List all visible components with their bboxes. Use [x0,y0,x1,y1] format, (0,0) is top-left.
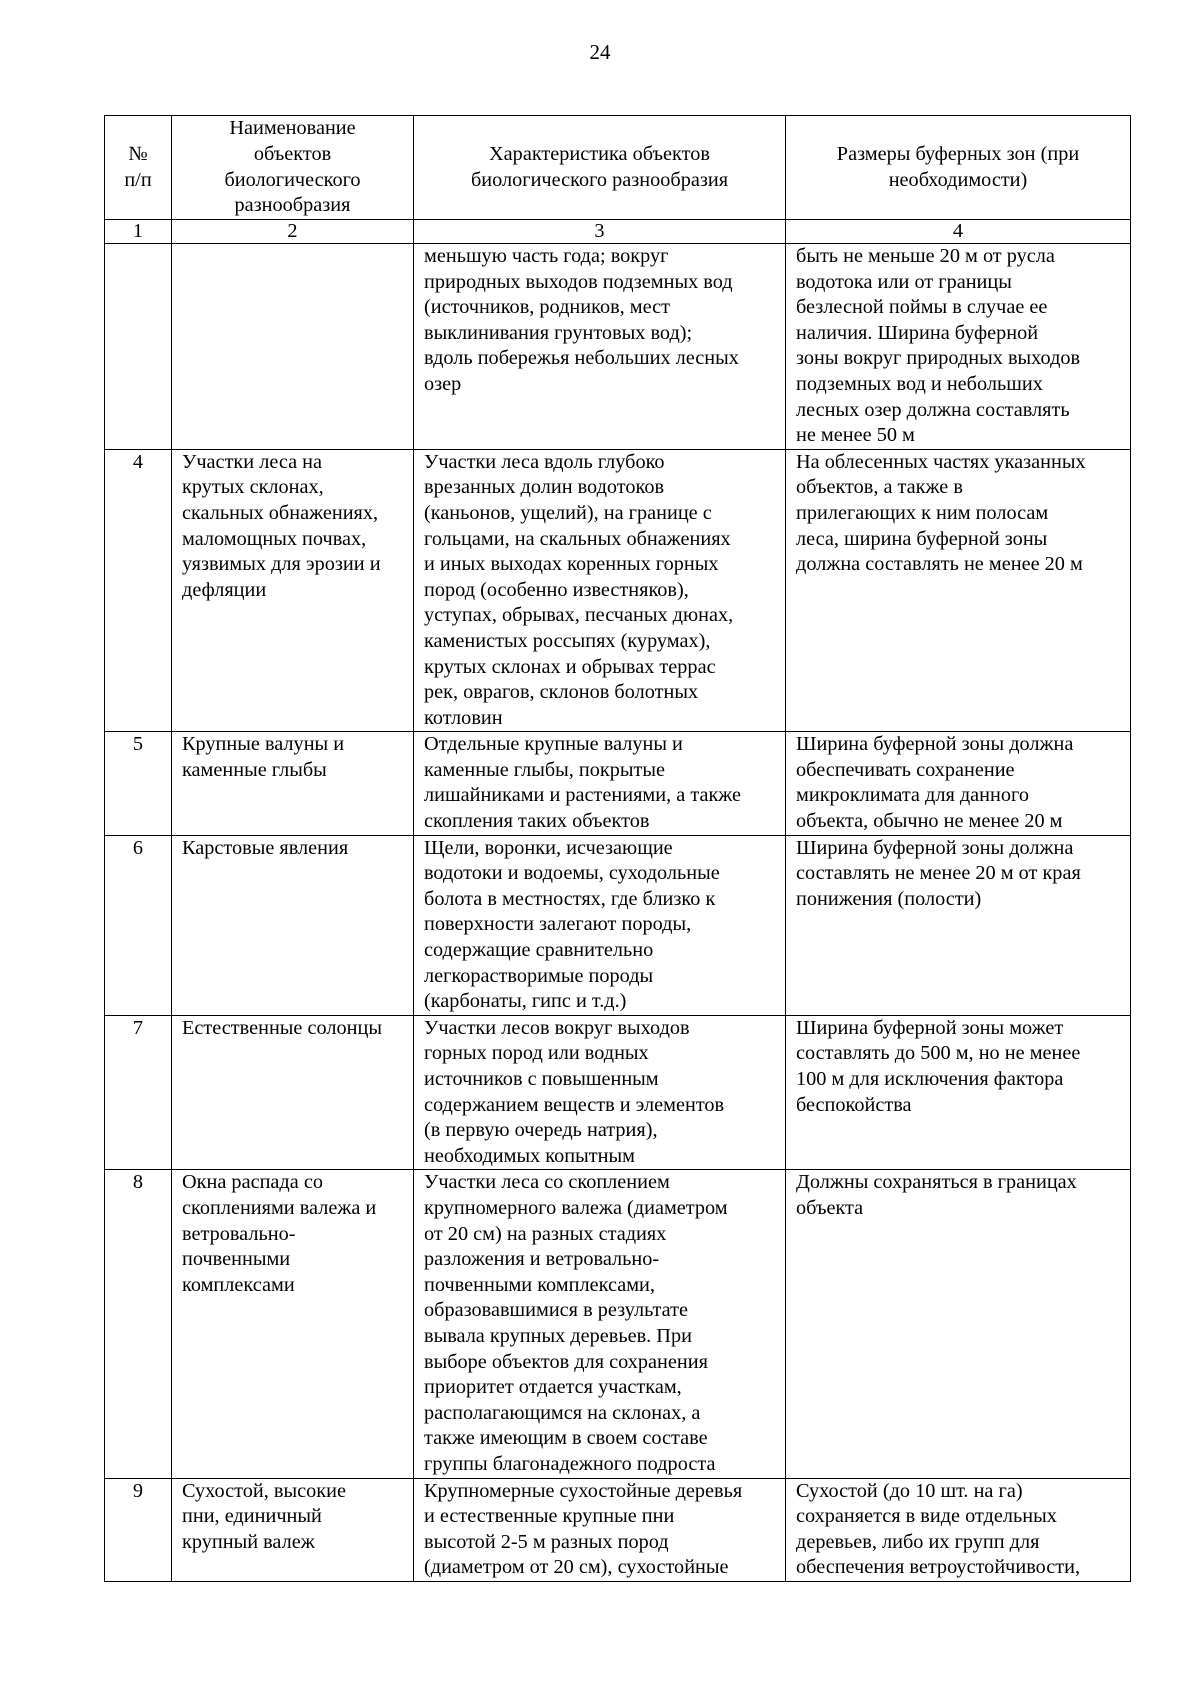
column-number: 1 [105,220,172,244]
cell-line: крупный валеж [182,1530,315,1553]
cell-line: Карстовые явления [182,836,349,859]
cell-line: выборе объектов для сохранения [424,1350,708,1373]
cell-line: выклинивания грунтовых вод); [424,321,693,344]
header-line: биологического разнообразия [470,168,729,191]
cell-line: также имеющим в своем составе [424,1427,708,1450]
cell-line: Ширина буферной зоны должна [796,836,1074,859]
characteristic-cell [414,835,786,1015]
cell-line: высотой 2-5 м разных пород [424,1530,669,1553]
cell-line: врезанных долин водотоков [424,476,665,499]
cell-line: объектов, а также в [796,476,963,499]
row-number-cell: 8 [105,1170,172,1478]
cell-line: ветровально- [182,1222,296,1245]
cell-line: котловин [424,706,503,729]
column-number: 2 [172,220,414,244]
cell-line: (диаметром от 20 см), сухостойные [424,1556,729,1579]
cell-line: крутых склонах и обрывах террас [424,655,716,678]
cell-line: Щели, воронки, исчезающие [424,836,673,859]
cell-line: вдоль побережья небольших лесных [424,347,739,370]
cell-line: (каньонов, ущелий), на границе с [424,501,712,524]
cell-line: источников с повышенным [424,1068,659,1090]
cell-line: составлять до 500 м, но не менее [796,1042,1081,1065]
biodiversity-table [104,115,1131,1582]
cell-line: понижения (полости) [796,887,982,910]
table-row [105,244,1131,450]
cell-line: (карбонаты, гипс и т.д.) [424,990,627,1013]
cell-line: Ширина буферной зоны должна [796,733,1074,756]
cell-line: поверхности залегают породы, [424,913,692,936]
characteristic-cell [414,1015,786,1170]
column-number: 3 [414,220,786,244]
object-name-cell [172,1015,414,1170]
cell-line: деревьев, либо их групп для [796,1530,1040,1553]
buffer-zone-cell [786,1015,1131,1170]
characteristic-cell [414,1478,786,1581]
cell-line: Участки леса вдоль глубоко [424,450,665,473]
cell-line: уступах, обрывах, песчаных дюнах, [424,604,734,627]
cell-line: уязвимых для эрозии и [182,553,381,576]
object-name-cell [172,449,414,732]
table-row [105,732,1131,835]
cell-line: скопления таких объектов [424,810,650,833]
characteristic-cell [414,244,786,450]
cell-line: Окна распада со [182,1171,323,1194]
cell-line: обеспечивать сохранение [796,758,1015,781]
buffer-zone-cell [786,1478,1131,1581]
object-name-cell [172,1478,414,1581]
cell-line: Естественные солонцы [182,1016,382,1039]
table-row [105,835,1131,1015]
cell-line: дефляции [182,578,267,601]
cell-line: объекта [796,1196,864,1219]
header-line: необходимости) [888,168,1028,191]
characteristic-cell [414,1170,786,1478]
header-line: п/п [124,168,152,191]
cell-line: каменистых россыпях (курумах), [424,629,711,652]
cell-line: необходимых копытным [424,1144,635,1167]
cell-line: легкорастворимые породы [424,964,654,987]
cell-line: Должны сохраняться в границах [796,1171,1077,1194]
cell-line: почвенными комплексами, [424,1273,655,1296]
header-line: разнообразия [234,194,351,217]
row-number-cell: 4 [105,449,172,732]
row-number-cell: 6 [105,835,172,1015]
object-name-cell [172,1170,414,1478]
cell-line: Участки леса со скоплением [424,1171,670,1194]
cell-line: обеспечения ветроустойчивости, [796,1556,1081,1579]
header-line: № [128,142,148,165]
buffer-zone-cell [786,1170,1131,1478]
cell-line: (в первую очередь натрия), [424,1119,658,1142]
cell-line: содержащие сравнительно [424,939,654,962]
cell-line: (источников, родников, мест [424,296,671,319]
cell-line: и иных выходах коренных горных [424,553,719,576]
cell-line: природных выходов подземных вод [424,270,733,293]
header-line: Наименование [229,117,356,140]
table-body [105,244,1131,1582]
cell-line: составлять не менее 20 м от края [796,862,1081,885]
header-line: Размеры буферных зон (при [836,142,1080,165]
row-number-cell: 5 [105,732,172,835]
cell-line: располагающимся на склонах, а [424,1401,701,1424]
column-numbers-row [105,220,1131,244]
cell-line: подземных вод и небольших [796,372,1043,395]
cell-line: от 20 см) на разных стадиях [424,1222,667,1245]
header-cell-name [172,116,414,220]
cell-line: На облесенных частях указанных [796,450,1086,473]
page-number: 24 [589,40,611,64]
cell-line: прилегающих к ним полосам [796,501,1049,524]
cell-line: 100 м для исключения фактора [796,1068,1064,1090]
cell-line: не менее 50 м [796,424,915,447]
cell-line: безлесной поймы в случае ее [796,296,1048,319]
cell-line: Сухостой (до 10 шт. на га) [796,1479,1023,1502]
characteristic-cell [414,449,786,732]
cell-line: гольцами, на скальных обнажениях [424,527,731,550]
cell-line: каменные глыбы, покрытые [424,758,666,781]
buffer-zone-cell [786,449,1131,732]
cell-line: образовавшимися в результате [424,1299,689,1322]
cell-line: Ширина буферной зоны может [796,1016,1064,1039]
buffer-zone-cell [786,835,1131,1015]
cell-line: маломощных почвах, [182,527,367,550]
cell-line: наличия. Ширина буферной [796,321,1039,344]
header-cell-buffer [786,116,1131,220]
cell-line: быть не меньше 20 м от русла [796,245,1055,267]
cell-line: приоритет отдается участкам, [424,1376,682,1399]
buffer-zone-cell [786,732,1131,835]
cell-line: скоплениями валежа и [182,1196,377,1219]
row-number-cell: 7 [105,1015,172,1170]
cell-line: пни, единичный [182,1505,322,1528]
cell-line: почвенными [182,1248,291,1271]
cell-line: крупномерного валежа (диаметром [424,1196,728,1219]
cell-line: каменные глыбы [182,758,327,781]
cell-line: вывала крупных деревьев. При [424,1324,692,1347]
characteristic-cell [414,732,786,835]
table-header-row [105,116,1131,220]
cell-line: лесных озер должна составлять [796,398,1070,421]
cell-line: микроклимата для данного [796,784,1029,807]
cell-line: Крупные валуны и [182,733,345,756]
row-number-cell: 9 [105,1478,172,1581]
table-row [105,1478,1131,1581]
cell-line: содержанием веществ и элементов [424,1093,725,1116]
cell-line: рек, оврагов, склонов болотных [424,681,699,704]
cell-line: горных пород или водных [424,1042,649,1065]
row-number-cell [105,244,172,450]
object-name-cell [172,835,414,1015]
cell-line: Сухостой, высокие [182,1479,346,1502]
cell-line: сохраняется в виде отдельных [796,1505,1057,1528]
cell-line: зоны вокруг природных выходов [796,347,1081,370]
cell-line: Участки леса на [182,450,323,473]
cell-line: пород (особенно известняков), [424,578,689,601]
cell-line: крутых склонах, [182,476,324,499]
cell-line: леса, ширина буферной зоны [796,527,1048,550]
cell-line: Крупномерные сухостойные деревья [424,1479,743,1502]
cell-line: беспокойства [796,1093,912,1116]
header-cell-num [105,116,172,220]
cell-line: должна составлять не менее 20 м [796,553,1083,576]
cell-line: скальных обнажениях, [182,501,379,524]
cell-line: и естественные крупные пни [424,1505,675,1528]
cell-line: болота в местностях, где близко к [424,887,716,910]
table-row [105,1015,1131,1170]
object-name-cell [172,244,414,450]
table-row [105,449,1131,732]
cell-line: разложения и ветровально- [424,1248,660,1271]
header-line: объектов [253,142,332,165]
header-line: Характеристика объектов [489,142,710,165]
cell-line: озер [424,372,462,395]
cell-line: группы благонадежного подроста [424,1452,716,1475]
cell-line: Участки лесов вокруг выходов [424,1016,690,1039]
cell-line: водотоки и водоемы, суходольные [424,862,720,885]
column-number: 4 [786,220,1131,244]
cell-line: лишайниками и растениями, а также [424,784,742,807]
cell-line: меньшую часть года; вокруг [424,245,669,267]
cell-line: водотока или от границы [796,270,1012,293]
cell-line: Отдельные крупные валуны и [424,733,683,756]
object-name-cell [172,732,414,835]
header-cell-characteristic [414,116,786,220]
buffer-zone-cell [786,244,1131,450]
header-line: биологического [224,168,361,191]
table-row [105,1170,1131,1478]
cell-line: комплексами [182,1273,295,1296]
cell-line: объекта, обычно не менее 20 м [796,810,1063,833]
